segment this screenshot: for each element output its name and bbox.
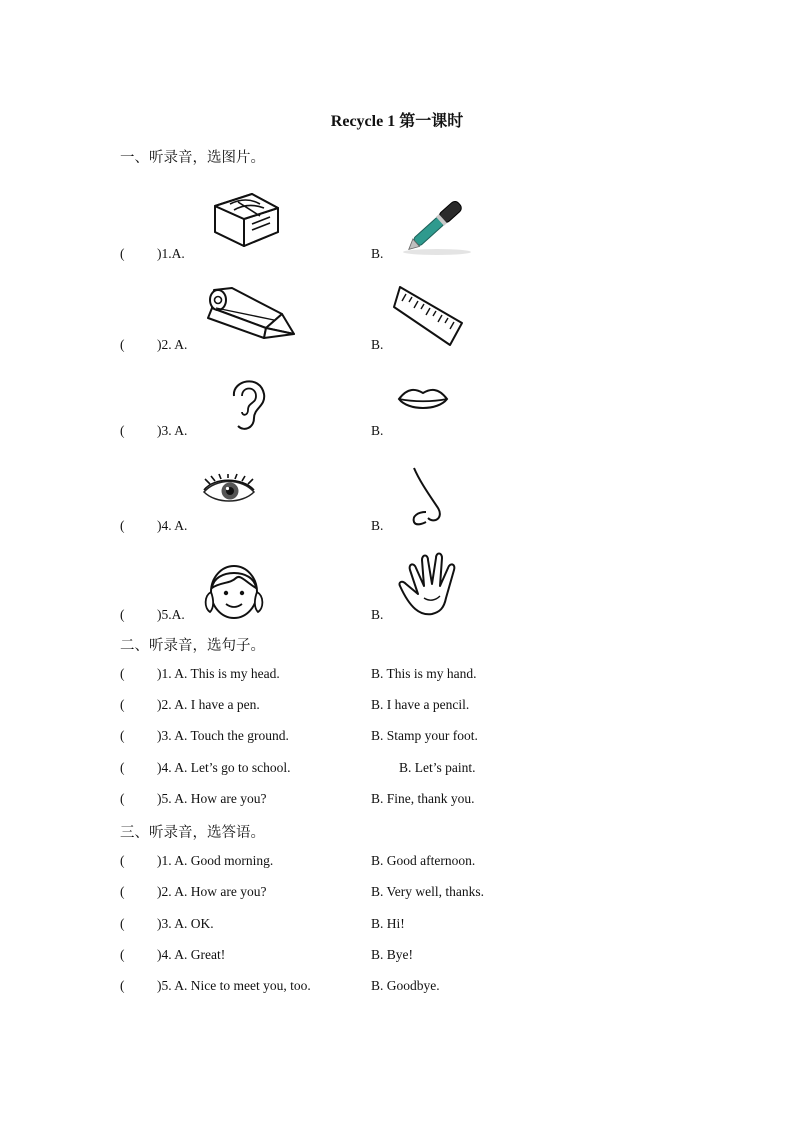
question-row [120,947,225,963]
hand-icon [396,548,462,623]
nose-icon [402,466,448,533]
option-a: )1. A. Good morning. [157,853,274,868]
question-row [120,697,260,713]
option-b: B. Fine, thank you. [371,791,475,806]
option-b: B. This is my hand. [371,666,477,681]
answer-paren[interactable]: ( [120,884,125,899]
option-b-label: B. [371,518,384,533]
option-b: B. Bye! [371,947,413,962]
question-number: )4. A. [157,518,188,533]
option-a: )2. A. How are you? [157,884,267,899]
face-icon [202,562,266,627]
ruler-icon [392,285,466,352]
option-b-label: B. [371,246,384,261]
question-row [120,791,266,807]
option-a: )5. A. Nice to meet you, too. [157,978,311,993]
ear-icon [226,374,268,437]
question-row [120,666,280,682]
option-b: B. Hi! [371,916,405,931]
option-a: )3. A. Touch the ground. [157,728,289,743]
option-a: )2. A. I have a pen. [157,697,260,712]
option-b: B. Good afternoon. [371,853,476,868]
answer-paren[interactable]: ( [120,791,125,806]
page-title: Recycle 1 第一课时 [330,113,464,130]
option-a: )3. A. OK. [157,916,214,931]
question-row [120,607,185,623]
answer-paren[interactable]: ( [120,697,125,712]
answer-paren[interactable]: ( [120,423,125,438]
question-row [120,423,187,439]
question-row [120,728,289,744]
option-b: B. Very well, thanks. [371,884,484,899]
answer-paren[interactable]: ( [120,916,125,931]
section-3-heading: 三、听录音，选答语。 [120,825,265,841]
answer-paren[interactable]: ( [120,518,125,533]
eye-icon [200,474,258,513]
question-number: )2. A. [157,337,188,352]
pencil-icon [202,286,296,347]
option-b-label: B. [371,337,384,352]
answer-paren[interactable]: ( [120,728,125,743]
answer-paren[interactable]: ( [120,978,125,993]
answer-paren[interactable]: ( [120,337,125,352]
option-b: B. Goodbye. [371,978,440,993]
question-row [120,978,311,994]
answer-paren[interactable]: ( [120,246,125,261]
option-a: )1. A. This is my head. [157,666,280,681]
question-row [120,760,291,776]
option-a: )4. A. Great! [157,947,226,962]
question-row [120,246,185,262]
option-b-label: B. [371,607,384,622]
question-number: )1.A. [157,246,185,261]
answer-paren[interactable]: ( [120,853,125,868]
option-a: )5. A. How are you? [157,791,267,806]
answer-paren[interactable]: ( [120,607,125,622]
section-2-heading: 二、听录音，选句子。 [120,638,265,654]
question-row [120,518,187,534]
option-b: B. Stamp your foot. [371,728,478,743]
pen-icon [397,190,475,263]
option-b: B. I have a pencil. [371,697,470,712]
eraser-icon [212,186,282,253]
section-1-heading: 一、听录音，选图片。 [120,150,265,166]
answer-paren[interactable]: ( [120,947,125,962]
option-b-label: B. [371,423,384,438]
answer-paren[interactable]: ( [120,760,125,775]
question-row [120,337,187,353]
option-a: )4. A. Let’s go to school. [157,760,291,775]
question-number: )3. A. [157,423,188,438]
question-row [120,884,266,900]
answer-paren[interactable]: ( [120,666,125,681]
question-number: )5.A. [157,607,185,622]
question-row [120,916,214,932]
mouth-icon [396,386,450,417]
option-b: B. Let’s paint. [399,760,476,775]
question-row [120,853,273,869]
